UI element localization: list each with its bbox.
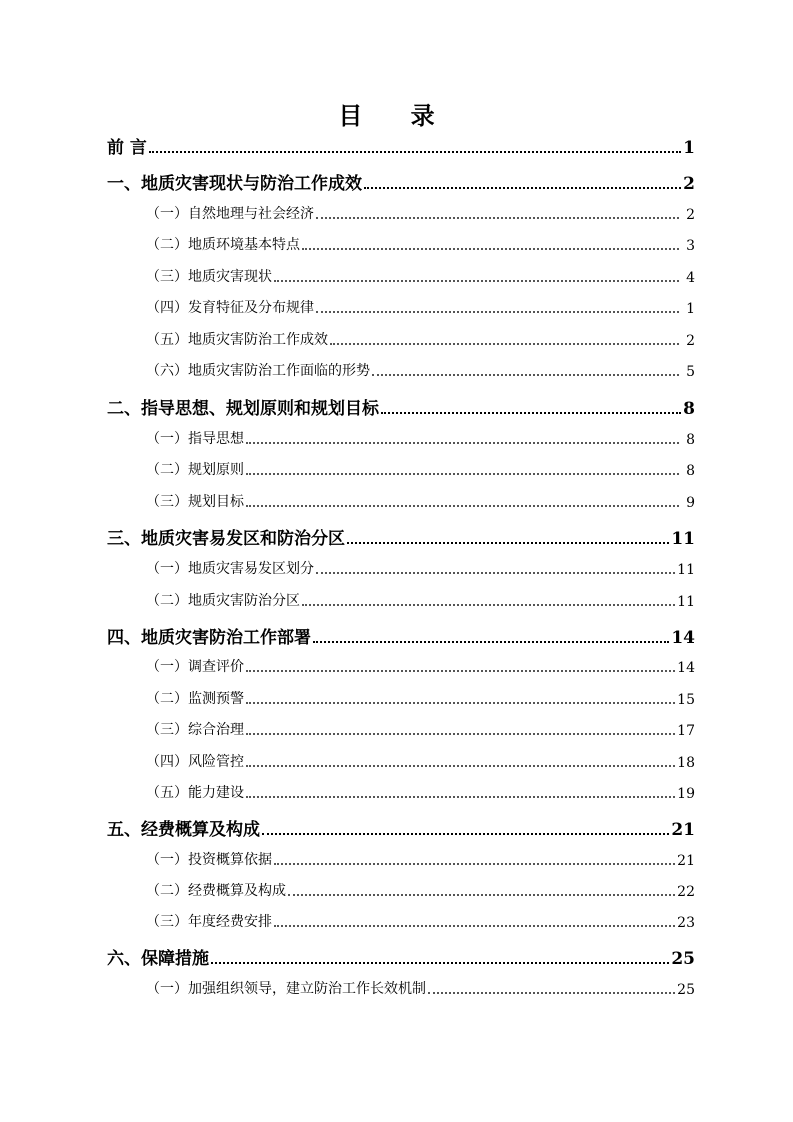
toc-entry-label: （二）监测预警 xyxy=(146,691,244,707)
toc-page-number: 8 xyxy=(686,463,695,479)
toc-entry-label: （一）地质灾害易发区划分 xyxy=(146,561,314,577)
toc-dot-leader xyxy=(211,962,669,964)
toc-entry-label: （二）地质环境基本特点 xyxy=(146,237,300,253)
toc-page-number: 2 xyxy=(686,333,695,349)
toc-section-entry[interactable] xyxy=(146,688,695,708)
toc-chapter-entry[interactable] xyxy=(107,394,695,419)
toc-page-number: 14 xyxy=(677,660,695,676)
toc-page-number: 11 xyxy=(677,562,695,578)
toc-dot-leader xyxy=(330,343,679,345)
toc-dot-leader xyxy=(274,925,675,927)
toc-entry-label: （二）地质灾害防治分区 xyxy=(146,593,300,609)
toc-dot-leader xyxy=(302,604,675,606)
toc-page-number: 23 xyxy=(677,915,695,931)
toc-page-number: 15 xyxy=(677,692,695,708)
toc-section-entry[interactable] xyxy=(146,911,695,931)
toc-entry-label: 六、保障措施 xyxy=(107,949,209,969)
toc-dot-leader xyxy=(288,894,675,896)
toc-entry-label: 一、地质灾害现状与防治工作成效 xyxy=(107,174,362,194)
toc-chapter-entry[interactable] xyxy=(107,133,695,158)
toc-dot-leader xyxy=(372,374,679,376)
toc-page-number: 14 xyxy=(671,628,695,648)
toc-page-number: 19 xyxy=(677,786,695,802)
toc-entry-label: （三）地质灾害现状 xyxy=(146,269,272,285)
toc-entry-label: （一）指导思想 xyxy=(146,431,244,447)
toc-dot-leader xyxy=(262,833,669,835)
toc-page-number: 17 xyxy=(677,723,695,739)
toc-entry-label: 二、指导思想、规划原则和规划目标 xyxy=(107,399,379,419)
toc-section-entry[interactable] xyxy=(146,329,695,349)
toc-title: 目 录 xyxy=(338,101,455,130)
toc-entry-label: 四、地质灾害防治工作部署 xyxy=(107,628,311,648)
toc-section-entry[interactable] xyxy=(146,782,695,802)
toc-chapter-entry[interactable] xyxy=(107,169,695,194)
toc-dot-leader xyxy=(246,733,675,735)
toc-section-entry[interactable] xyxy=(146,297,695,317)
toc-entry-label: （三）年度经费安排 xyxy=(146,914,272,930)
toc-section-entry[interactable] xyxy=(146,491,695,511)
toc-entry-label: （四）发育特征及分布规律 xyxy=(146,300,314,316)
toc-entry-label: （一）加强组织领导，建立防治工作长效机制 xyxy=(146,981,426,997)
toc-dot-leader xyxy=(246,670,675,672)
toc-page-number: 22 xyxy=(677,884,695,900)
toc-page-number: 1 xyxy=(683,138,695,158)
toc-section-entry[interactable] xyxy=(146,234,695,254)
toc-dot-leader xyxy=(274,280,679,282)
toc-page-number: 8 xyxy=(686,432,695,448)
toc-section-entry[interactable] xyxy=(146,428,695,448)
toc-dot-leader xyxy=(428,992,675,994)
toc-section-entry[interactable] xyxy=(146,558,695,578)
toc-dot-leader xyxy=(149,151,681,153)
toc-entry-label: 三、地质灾害易发区和防治分区 xyxy=(107,529,345,549)
toc-dot-leader xyxy=(313,641,669,643)
toc-section-entry[interactable] xyxy=(146,880,695,900)
toc-dot-leader xyxy=(381,412,681,414)
toc-section-entry[interactable] xyxy=(146,978,695,998)
toc-page-number: 21 xyxy=(671,820,695,840)
toc-entry-label: （一）调查评价 xyxy=(146,659,244,675)
toc-dot-leader xyxy=(246,473,679,475)
toc-chapter-entry[interactable] xyxy=(107,524,695,549)
toc-chapter-entry[interactable] xyxy=(107,623,695,648)
toc-entry-label: （三）综合治理 xyxy=(146,722,244,738)
toc-entry-label: （二）规划原则 xyxy=(146,462,244,478)
toc-page-number: 4 xyxy=(686,270,695,286)
toc-page-number: 8 xyxy=(683,399,695,419)
toc-page-number: 9 xyxy=(686,495,695,511)
toc-page-number: 2 xyxy=(683,174,695,194)
toc-page-number: 11 xyxy=(677,594,695,610)
toc-section-entry[interactable] xyxy=(146,459,695,479)
toc-page-number: 18 xyxy=(677,755,695,771)
toc-entry-label: （五）地质灾害防治工作成效 xyxy=(146,332,328,348)
toc-section-entry[interactable] xyxy=(146,203,695,223)
toc-section-entry[interactable] xyxy=(146,590,695,610)
toc-section-entry[interactable] xyxy=(146,656,695,676)
toc-section-entry[interactable] xyxy=(146,751,695,771)
toc-page-number: 25 xyxy=(671,949,695,969)
toc-page-number: 5 xyxy=(686,364,695,380)
toc-entry-label: （三）规划目标 xyxy=(146,494,244,510)
toc-dot-leader xyxy=(316,311,679,313)
toc-entry-label: 前 言 xyxy=(107,138,147,158)
toc-chapter-entry[interactable] xyxy=(107,944,695,969)
toc-entry-label: （一）投资概算依据 xyxy=(146,852,272,868)
toc-dot-leader xyxy=(364,187,681,189)
toc-dot-leader xyxy=(316,217,679,219)
toc-page-number: 2 xyxy=(686,207,695,223)
toc-dot-leader xyxy=(316,572,675,574)
toc-section-entry[interactable] xyxy=(146,719,695,739)
toc-dot-leader xyxy=(246,505,679,507)
toc-dot-leader xyxy=(274,863,675,865)
toc-chapter-entry[interactable] xyxy=(107,815,695,840)
toc-page-number: 1 xyxy=(686,301,695,317)
toc-page-number: 3 xyxy=(686,238,695,254)
toc-dot-leader xyxy=(347,542,669,544)
toc-page-number: 11 xyxy=(671,529,695,549)
toc-entry-label: （六）地质灾害防治工作面临的形势 xyxy=(146,363,370,379)
toc-entry-label: （四）风险管控 xyxy=(146,754,244,770)
toc-entry-label: 五、经费概算及构成 xyxy=(107,820,260,840)
toc-section-entry[interactable] xyxy=(146,360,695,380)
toc-dot-leader xyxy=(246,442,679,444)
toc-dot-leader xyxy=(246,765,675,767)
toc-entry-label: （一）自然地理与社会经济 xyxy=(146,206,314,222)
toc-section-entry[interactable] xyxy=(146,849,695,869)
toc-entry-label: （五）能力建设 xyxy=(146,785,244,801)
toc-dot-leader xyxy=(246,702,675,704)
toc-dot-leader xyxy=(302,248,679,250)
toc-page-number: 21 xyxy=(677,853,695,869)
toc-entry-label: （二）经费概算及构成 xyxy=(146,883,286,899)
toc-page-number: 25 xyxy=(677,982,695,998)
toc-section-entry[interactable] xyxy=(146,266,695,286)
toc-dot-leader xyxy=(246,796,675,798)
